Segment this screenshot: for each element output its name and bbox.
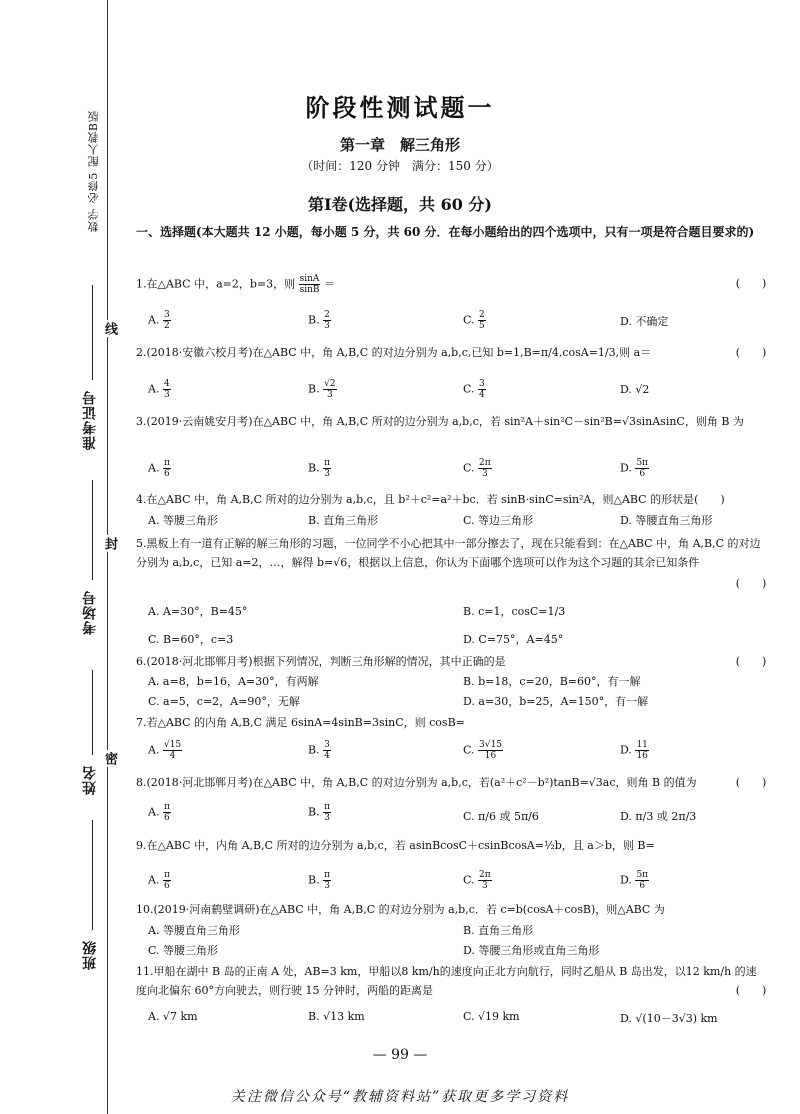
question-stem: 11.甲船在湖中 B 岛的正南 A 处，AB=3 km，甲船以8 km/h的速度向正北方向航行，同时乙船从 B 岛出发，以12 km/h 的速度向北偏东 60°方向驶去，则行驶 15 分钟时，两船的距离是 [136,965,757,997]
fill-line-class [92,820,93,930]
fraction: $\frac{\sin A}{\sin B}$ [299,274,320,295]
answer-bracket: ( ) [735,984,767,997]
option-b: B. $\frac{\pi}{3}$ [308,802,331,823]
option-d: D. √2 [620,383,650,396]
option-b: B. $\frac{√2}{3}$ [308,379,336,400]
option-c: C. 等边三角形 [463,514,534,527]
question-stem: 2.(2018·安徽六校月考)在△ABC 中，角 A,B,C 的对边分别为 a,b,c,已知 b=1,B=π/4,cosA=1/3,则 a＝ [136,346,652,359]
field-room: 考场号 [82,590,98,635]
question-11 [136,962,761,1000]
answer-bracket: ( ) [735,277,767,290]
mark-line: 线 [102,322,117,335]
answer-bracket: ( ) [735,346,767,359]
option-b: B. c=1，cosC=1/3 [463,605,566,618]
option-d: D. $\frac{11}{16}$ [620,740,648,761]
option-b: B. √13 km [308,1010,365,1023]
option-a: A. $\frac{√15}{4}$ [148,740,182,761]
section-heading: 一、选择题(本大题共 12 小题，每小题 5 分，共 60 分．在每小题给出的四个选项中，只有一项是符合题目要求的) [136,225,755,239]
question-stem: 3.(2019·云南姚安月考)在△ABC 中，角 A,B,C 所对的边分别为 a,b,c，若 sin²A＋sin²C－sin²B=√3sinAsinC，则角 B 为 [136,415,744,428]
fill-line-room [92,480,93,580]
question-7 [136,713,761,732]
mark-secret: 密 [102,752,117,765]
option-d: D. a=30，b=25，A=150°，有一解 [463,695,649,708]
question-stem: 9.在△ABC 中，内角 A,B,C 所对的边分别为 a,b,c，若 asinBcosC＋csinBcosA=½b，且 a＞b，则 B= [136,839,655,852]
question-stem: 4.在△ABC 中，角 A,B,C 所对的边分别为 a,b,c，且 b²＋c²=a²＋bc．若 sinB·sinC=sin²A，则△ABC 的形状是( ) [136,493,725,506]
question-stem: 10.(2019·河南鹤壁调研)在△ABC 中，角 A,B,C 的对边分别为 a,b,c．若 c=b(cosA＋cosB)，则△ABC 为 [136,903,665,916]
option-a: A. a=8，b=16，A=30°，有两解 [148,675,319,688]
subject-label: 数学 必修5 配人教B版 [87,110,100,233]
answer-bracket: ( ) [735,776,767,789]
chapter-title: 第一章 解三角形 [339,136,460,154]
option-c: C. $\frac{2}{5}$ [463,310,485,331]
option-c: C. $\frac{3√15}{16}$ [463,740,502,761]
option-d: D. $\frac{5\pi}{6}$ [620,458,649,479]
option-b: B. 直角三角形 [463,924,534,937]
option-b: B. $\frac{2}{3}$ [308,310,330,331]
page-title: 阶段性测试题一 [305,93,495,122]
option-b: B. b=18，c=20，B=60°，有一解 [463,675,641,688]
mark-seal: 封 [102,537,117,550]
option-b: B. $\frac{3}{4}$ [308,740,330,761]
option-c: C. √19 km [463,1010,520,1023]
option-d: D. 不确定 [620,315,669,328]
option-a: A. A=30°，B=45° [148,605,248,618]
option-a: A. $\frac{\pi}{6}$ [148,802,170,823]
option-d: D. $\frac{5\pi}{6}$ [620,870,649,891]
option-a: A. $\frac{4}{3}$ [148,379,170,400]
question-stem: 8.(2018·河北邯郸月考)在△ABC 中，角 A,B,C 的对边分别为 a,b,c，若(a²＋c²－b²)tanB=√3ac，则角 B 的值为 [136,776,697,789]
question-stem-tail: ＝ [323,277,335,291]
fill-line-name [92,670,93,755]
option-a: A. $\frac{\pi}{6}$ [148,870,170,891]
footer-note: 关注微信公众号“教辅资料站”获取更多学习资料 [230,1089,570,1105]
answer-bracket: ( ) [735,577,767,590]
option-d: D. C=75°，A=45° [463,633,564,646]
field-name: 姓名 [82,765,98,795]
option-b: B. 直角三角形 [308,514,379,527]
answer-bracket: ( ) [735,655,767,668]
option-a: A. 等腰三角形 [148,514,218,527]
field-exam-id: 准考证号 [82,390,98,450]
time-info: （时间：120 分钟 满分：150 分） [301,159,499,173]
option-d: D. 等腰三角形或直角三角形 [463,944,600,957]
option-d: D. 等腰直角三角形 [620,514,713,527]
question-stem: 6.(2018·河北邯郸月考)根据下列情况，判断三角形解的情况，其中正确的是 [136,655,506,668]
question-6 [136,652,767,671]
option-b: B. $\frac{\pi}{3}$ [308,870,331,891]
option-a: A. √7 km [148,1010,198,1023]
question-1 [136,274,767,295]
question-3 [136,412,761,431]
question-9 [136,836,761,855]
question-4 [136,490,761,509]
question-stem: 7.若△ABC 的内角 A,B,C 满足 6sinA=4sinB=3sinC，则 cosB= [136,716,465,729]
question-8 [136,773,767,792]
fill-line-exam-id [92,285,93,380]
option-c: C. $\frac{2\pi}{3}$ [463,870,491,891]
option-a: A. $\frac{\pi}{6}$ [148,458,170,479]
option-c: C. $\frac{3}{4}$ [463,379,485,400]
option-a: A. 等腰直角三角形 [148,924,240,937]
volume-title: 第Ⅰ卷(选择题，共 60 分) [307,195,493,214]
question-5 [136,534,761,572]
question-2 [136,343,767,362]
question-stem: 1.在△ABC 中，a=2，b=3，则 [136,277,296,291]
page-number: — 99 — [372,1047,428,1063]
option-c: C. a=5，c=2，A=90°，无解 [148,695,300,708]
option-c: C. 等腰三角形 [148,944,219,957]
option-a: A. $\frac{3}{2}$ [148,310,170,331]
question-10 [136,900,761,919]
question-stem: 5.黑板上有一道有正解的解三角形的习题，一位同学不小心把其中一部分擦去了，现在只能看到：在△ABC 中，角 A,B,C 的对边分别为 a,b,c，已知 a=2，…，解得 b=√6，根据以上信息，你认为下面哪个选项可以作为这个习题的其余已知条件 [136,537,761,569]
option-c: C. $\frac{2\pi}{3}$ [463,458,491,479]
option-d: D. π/3 或 2π/3 [620,810,697,823]
option-b: B. $\frac{\pi}{3}$ [308,458,331,479]
field-class: 班级 [82,940,98,970]
option-d: D. √(10－3√3) km [620,1012,718,1025]
option-c: C. B=60°，c=3 [148,633,234,646]
option-c: C. π/6 或 5π/6 [463,810,539,823]
